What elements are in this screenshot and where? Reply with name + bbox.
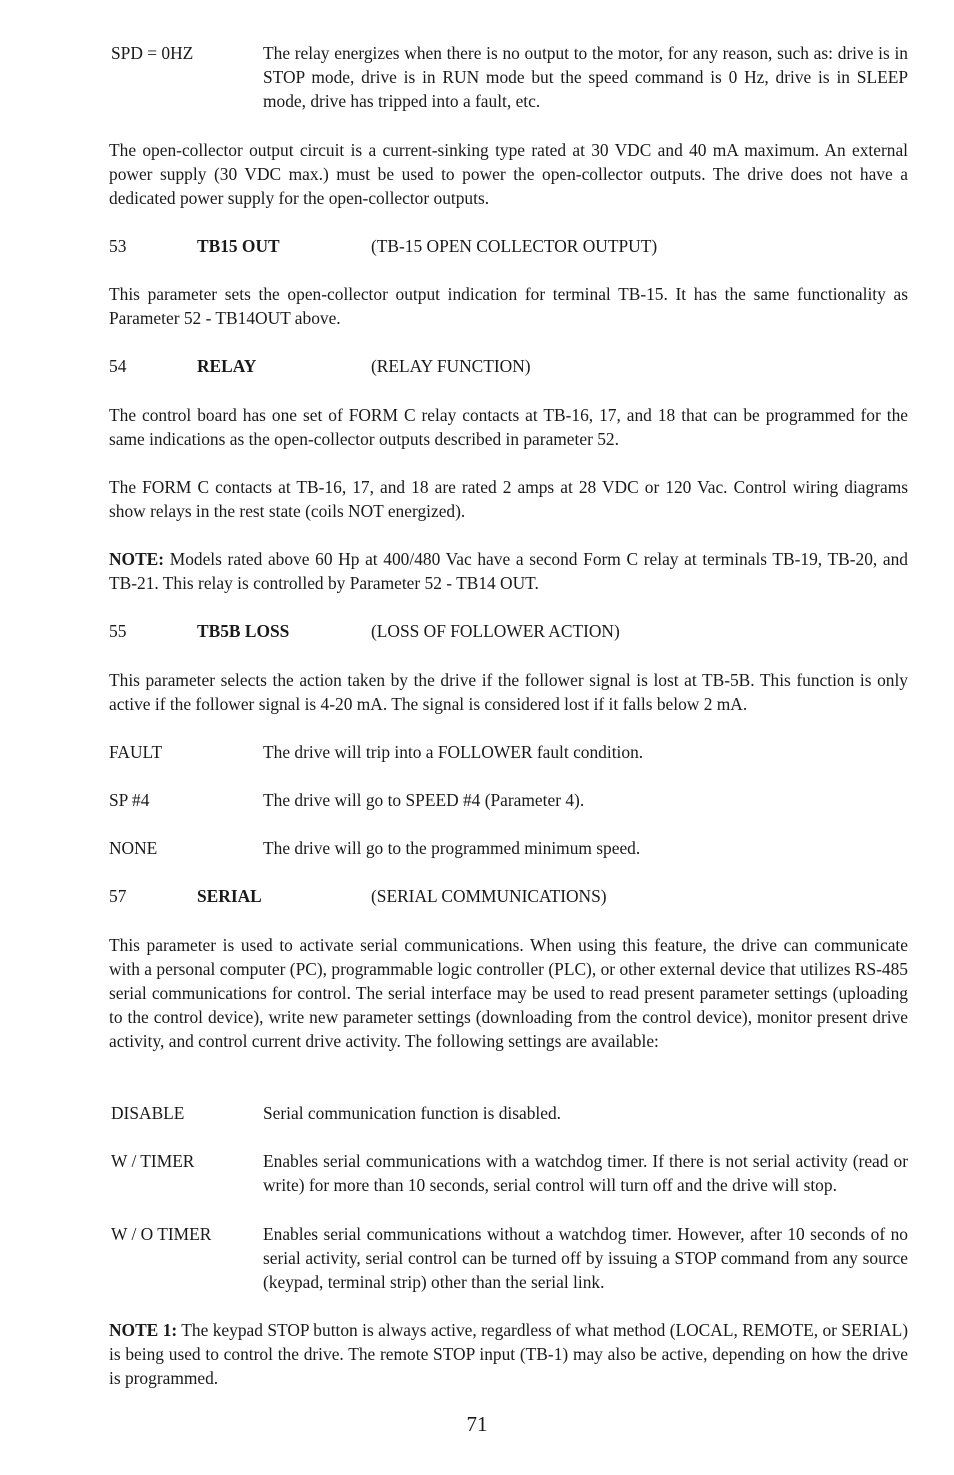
parameter-title: (TB-15 OPEN COLLECTOR OUTPUT) <box>371 236 658 256</box>
option-sp4 <box>109 788 908 812</box>
parameter-heading-54 <box>109 354 908 378</box>
note-label: NOTE: <box>109 549 165 569</box>
option-description: The drive will go to SPEED #4 (Parameter 4). <box>263 790 585 810</box>
option-none <box>109 836 908 860</box>
parameter-53-paragraph: This parameter sets the open-collector output indication for terminal TB-15. It has the same functionality as Parameter 52 - TB14OUT above. <box>109 284 908 328</box>
option-term: SP #4 <box>109 790 150 810</box>
parameter-54-note <box>109 547 908 595</box>
note-text: The keypad STOP button is always active, regardless of what method (LOCAL, REMOTE, or SERIAL) is being used to control the drive. The remote STOP input (TB-1) may also be active, depending on how the drive is programmed. <box>109 1320 908 1388</box>
parameter-54-paragraph-2: The FORM C contacts at TB-16, 17, and 18 are rated 2 amps at 28 VDC or 120 Vac. Control wiring diagrams show relays in the rest state (coils NOT energized). <box>109 477 908 521</box>
open-collector-paragraph: The open-collector output circuit is a current-sinking type rated at 30 VDC and 40 mA maximum. An external power supply (30 VDC max.) must be used to power the open-collector outputs. The drive does not have a dedicated power supply for the open-collector outputs. <box>109 140 908 208</box>
option-without-timer <box>109 1222 908 1294</box>
option-term: FAULT <box>109 742 163 762</box>
option-spd-0hz <box>109 41 908 113</box>
parameter-57-paragraph: This parameter is used to activate serial communications. When using this feature, the drive can communicate with a personal computer (PC), programmable logic controller (PLC), or other external device that utilizes RS-485 serial communications for control. The serial interface may be used to read present parameter settings (uploading to the control device), write new parameter settings (downloading from the control device), monitor present drive activity, and control current drive activity. The following settings are available: <box>109 935 908 1051</box>
option-description: The drive will trip into a FOLLOWER fault condition. <box>263 742 644 762</box>
parameter-title: (LOSS OF FOLLOWER ACTION) <box>371 621 620 641</box>
parameter-heading-55 <box>109 619 908 643</box>
option-description: The relay energizes when there is no output to the motor, for any reason, such as: drive is in STOP mode, drive is in RUN mode but the speed command is 0 Hz, drive is in SLEEP mode, drive has tripped into a fault, etc. <box>263 43 908 111</box>
note-text: Models rated above 60 Hp at 400/480 Vac have a second Form C relay at terminals TB-19, TB-20, and TB-21. This relay is controlled by Parameter 52 - TB14 OUT. <box>109 549 908 593</box>
option-with-timer <box>109 1149 908 1197</box>
option-description: Enables serial communications without a watchdog timer. However, after 10 seconds of no serial activity, serial control can be turned off by issuing a STOP command from any source (keypad, terminal strip) other than the serial link. <box>263 1224 908 1292</box>
option-term: NONE <box>109 838 158 858</box>
parameter-title: (SERIAL COMMUNICATIONS) <box>371 886 607 906</box>
note-label: NOTE 1: <box>109 1320 178 1340</box>
parameter-number: 55 <box>109 621 127 641</box>
parameter-name: RELAY <box>197 356 257 376</box>
option-fault <box>109 740 908 764</box>
parameter-title: (RELAY FUNCTION) <box>371 356 531 376</box>
option-term: DISABLE <box>111 1103 185 1123</box>
option-term: W / O TIMER <box>111 1224 212 1244</box>
option-disable <box>109 1101 908 1125</box>
parameter-name: TB5B LOSS <box>197 621 290 641</box>
page-number: 71 <box>466 1412 488 1436</box>
parameter-number: 54 <box>109 356 127 376</box>
parameter-name: SERIAL <box>197 886 262 906</box>
option-term: SPD = 0HZ <box>111 43 194 63</box>
option-term: W / TIMER <box>111 1151 195 1171</box>
option-description: The drive will go to the programmed minimum speed. <box>263 838 641 858</box>
parameter-heading-57 <box>109 884 908 908</box>
parameter-heading-53 <box>109 234 908 258</box>
option-description: Enables serial communications with a watchdog timer. If there is not serial activity (read or write) for more than 10 seconds, serial control will turn off and the drive will stop. <box>263 1151 908 1195</box>
parameter-55-paragraph: This parameter selects the action taken by the drive if the follower signal is lost at TB-5B. This function is only active if the follower signal is 4-20 mA. The signal is considered lost if it falls below 2 mA. <box>109 670 908 714</box>
parameter-number: 53 <box>109 236 127 256</box>
parameter-54-paragraph-1: The control board has one set of FORM C relay contacts at TB-16, 17, and 18 that can be programmed for the same indications as the open-collector outputs described in parameter 52. <box>109 405 908 449</box>
option-description: Serial communication function is disabled. <box>263 1103 561 1123</box>
parameter-name: TB15 OUT <box>197 236 280 256</box>
parameter-number: 57 <box>109 886 127 906</box>
parameter-57-note-1 <box>109 1318 908 1390</box>
